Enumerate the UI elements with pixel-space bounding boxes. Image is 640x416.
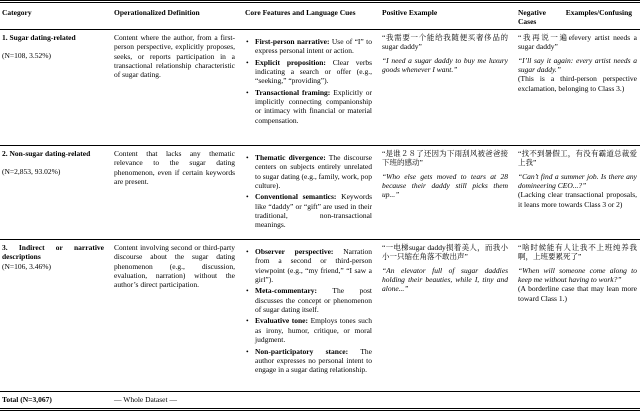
positive-example-zh: “一电梯sugar daddy损着美人，而我小小一只缩在角落不敢出声”: [382, 242, 508, 262]
positive-example-zh: “是谁２８了还因为下雨刮风被爸爸接下班的感动”: [382, 148, 508, 168]
header-row: [0, 2, 640, 30]
features-cell: [243, 239, 380, 391]
total-value: — Whole Dataset —: [114, 394, 177, 404]
definition-text: Content involving second or third-party discourse about the sugar dating phenomenon (e.g., discussion, evaluation, narration) without the author’s direct participation.: [114, 242, 235, 290]
positive-example-en: “I need a sugar daddy to buy me luxury goods whenever I want.”: [382, 55, 508, 74]
positive-example-zh: “我需要一个能给我随便买奢侈品的sugar daddy”: [382, 32, 508, 52]
negative-example-en: “When will someone come along to keep me without having to work?”: [518, 265, 637, 284]
category-cell: [0, 29, 112, 145]
feature-item: [245, 37, 372, 56]
column-header-negative: Negative Examples/Confusing Cases: [516, 2, 640, 30]
feature-term: Thematic divergence:: [255, 152, 326, 162]
feature-item: [245, 153, 372, 191]
positive-example-en: “Who else gets moved to tears at 28 because their daddy still picks them up...”: [382, 171, 508, 200]
feature-item: [245, 58, 372, 86]
category-count: (N=106, 3.46%): [2, 261, 52, 271]
total-row: [0, 391, 640, 409]
category-title: 3. Indirect or narrative descriptions: [2, 242, 104, 262]
table-row: [0, 239, 640, 391]
feature-item: [245, 286, 372, 314]
features-cell: [243, 145, 380, 239]
feature-text: The post discusses the concept or phenomenon of sugar dating itself.: [255, 286, 372, 314]
category-count: (N=2,853, 93.02%): [2, 167, 61, 177]
feature-text: The author expresses no personal intent to engage in a sugar dating relationship.: [255, 346, 372, 375]
feature-term: Meta-commentary:: [255, 286, 318, 296]
feature-term: First-person narrative:: [255, 36, 330, 46]
column-header-definition: Operationalized Definition: [112, 2, 243, 30]
feature-term: Transactional framing:: [255, 87, 331, 97]
negative-example-note: (This is a third-person perspective exclamation, belonging to Class 3.): [518, 74, 637, 93]
column-header-positive: Positive Example: [380, 2, 516, 30]
feature-list: [245, 247, 372, 375]
features-cell: [243, 29, 380, 145]
feature-text: Employs tones such as irony, humor, critique, or moral judgment.: [255, 316, 373, 345]
total-value-cell: [112, 391, 640, 409]
negative-example-zh: “我再说一遍efevery artist needs a sugar daddy”: [518, 32, 637, 52]
negative-example-cell: [516, 145, 640, 239]
feature-text: Clear verbs indicating a search or offer (e.g., “seeking,” “providing”).: [255, 57, 372, 86]
negative-example-cell: [516, 239, 640, 391]
negative-example-en: “I’ll say it again: every artist needs a sugar daddy.”: [518, 55, 637, 74]
negative-example-zh: “找不到暑假工，有没有霸道总裁爱上我”: [518, 148, 637, 168]
positive-example-cell: [380, 29, 516, 145]
feature-list: [245, 153, 372, 230]
feature-term: Explicit proposition:: [255, 57, 326, 67]
feature-text: Explicitly or implicitly connecting companionship or intimacy with financial or material compensation.: [255, 87, 372, 125]
category-count: (N=108, 3.52%): [2, 51, 52, 61]
feature-item: [245, 88, 372, 126]
definition-cell: [112, 29, 243, 145]
feature-item: [245, 316, 372, 344]
feature-term: Non-participatory stance:: [255, 346, 349, 356]
category-cell: [0, 239, 112, 391]
definition-text: Content where the author, from a first-person perspective, explicitly proposes, seeks, or reports participation in a transactional relationship characteristic of sugar dating.: [114, 32, 235, 80]
feature-item: [245, 192, 372, 230]
feature-term: Conventional semantics:: [255, 192, 337, 202]
total-label-cell: [0, 391, 112, 409]
total-label: Total (N=3,067): [2, 394, 52, 404]
feature-text: The discourse centers on subjects entirely unrelated to sugar dating (e.g., family, work, pop culture).: [255, 152, 372, 190]
positive-example-en: “An elevator full of sugar daddies holding their beauties, while I, tiny and alone...”: [382, 265, 508, 294]
feature-term: Observer perspective:: [255, 246, 334, 256]
definition-cell: [112, 145, 243, 239]
feature-term: Evaluative tone:: [255, 316, 308, 326]
column-header-category: Category: [0, 2, 112, 30]
category-cell: [0, 145, 112, 239]
table-row: [0, 29, 640, 145]
feature-list: [245, 37, 372, 125]
negative-example-note: (A borderline case that may lean more toward Class 1.): [518, 284, 637, 303]
negative-example-en: “Can’t find a summer job. Is there any domineering CEO...?”: [518, 171, 637, 190]
negative-example-zh: “啥时候能有人让我不上班纯养我啊，上班要累死了”: [518, 242, 637, 262]
positive-example-cell: [380, 145, 516, 239]
table-row: [0, 145, 640, 239]
feature-item: [245, 247, 372, 285]
positive-example-cell: [380, 239, 516, 391]
feature-text: Use of “I” to express personal intent or action.: [255, 36, 372, 56]
column-header-features: Core Features and Language Cues: [243, 2, 380, 30]
feature-text: Keywords like “daddy” or “gift” are used in their traditional, non-transactional meanings.: [255, 192, 372, 230]
definition-text: Content that lacks any thematic relevance to the sugar dating phenomenon, even if certain keywords are present.: [114, 148, 235, 186]
feature-text: Narration from a second or third-person viewpoint (e.g., “my friend,” “I saw a girl”).: [255, 246, 372, 284]
negative-example-note: (Lacking clear transactional proposals, it leans more towards Class 3 or 2): [518, 190, 637, 209]
category-title: 1. Sugar dating-related: [2, 32, 76, 42]
definition-cell: [112, 239, 243, 391]
category-title: 2. Non-sugar dating-related: [2, 148, 91, 158]
negative-example-cell: [516, 29, 640, 145]
feature-item: [245, 347, 372, 375]
